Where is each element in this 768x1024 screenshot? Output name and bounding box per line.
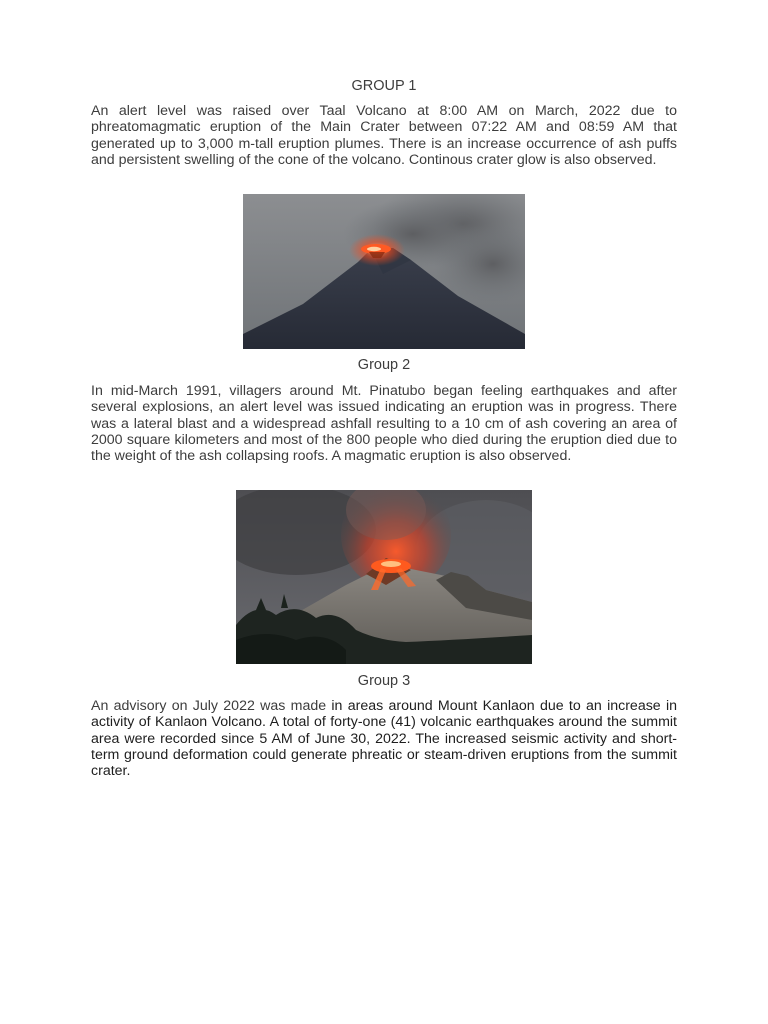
pinatubo-eruption-photo <box>236 490 532 664</box>
group-1-heading: GROUP 1 <box>351 78 417 94</box>
group-3-heading: Group 3 <box>357 673 411 689</box>
taal-volcano-photo <box>243 194 525 349</box>
group-2-heading: Group 2 <box>357 357 411 373</box>
group-2-paragraph: In mid-March 1991, villagers around Mt. Pinatubo began feeling earthquakes and after several explosions, an alert level was issued indicating an eruption was in progress. There was a lateral blast and a widespread ashfall resulting to a 10 cm of ash covering an area of 2000 square kilometers and most of the 800 people who died during the eruption died due to the weight of the ash collapsing roofs. A magmatic eruption is also observed. <box>91 383 677 465</box>
group-3-paragraph <box>91 698 677 779</box>
group-3-paragraph-rest: in areas around Mount Kanlaon due to an increase in activity of Kanlaon Volcano. A total of forty-one (41) volcanic earthquakes around the summit area were recorded since 5 AM of June 30, 2022. The increased seismic activity and short-term ground deformation could generate phreatic or steam-driven eruptions from the summit crater. <box>91 698 678 780</box>
group-3-paragraph-lead: An advisory on July 2022 was made <box>91 698 327 714</box>
group-1-paragraph: An alert level was raised over Taal Volcano at 8:00 AM on March, 2022 due to phreatomagmatic eruption of the Main Crater between 07:22 AM and 08:59 AM that generated up to 3,000 m-tall eruption plumes. There is an increase occurrence of ash puffs and persistent swelling of the cone of the volcano. Continous crater glow is also observed. <box>91 103 677 168</box>
